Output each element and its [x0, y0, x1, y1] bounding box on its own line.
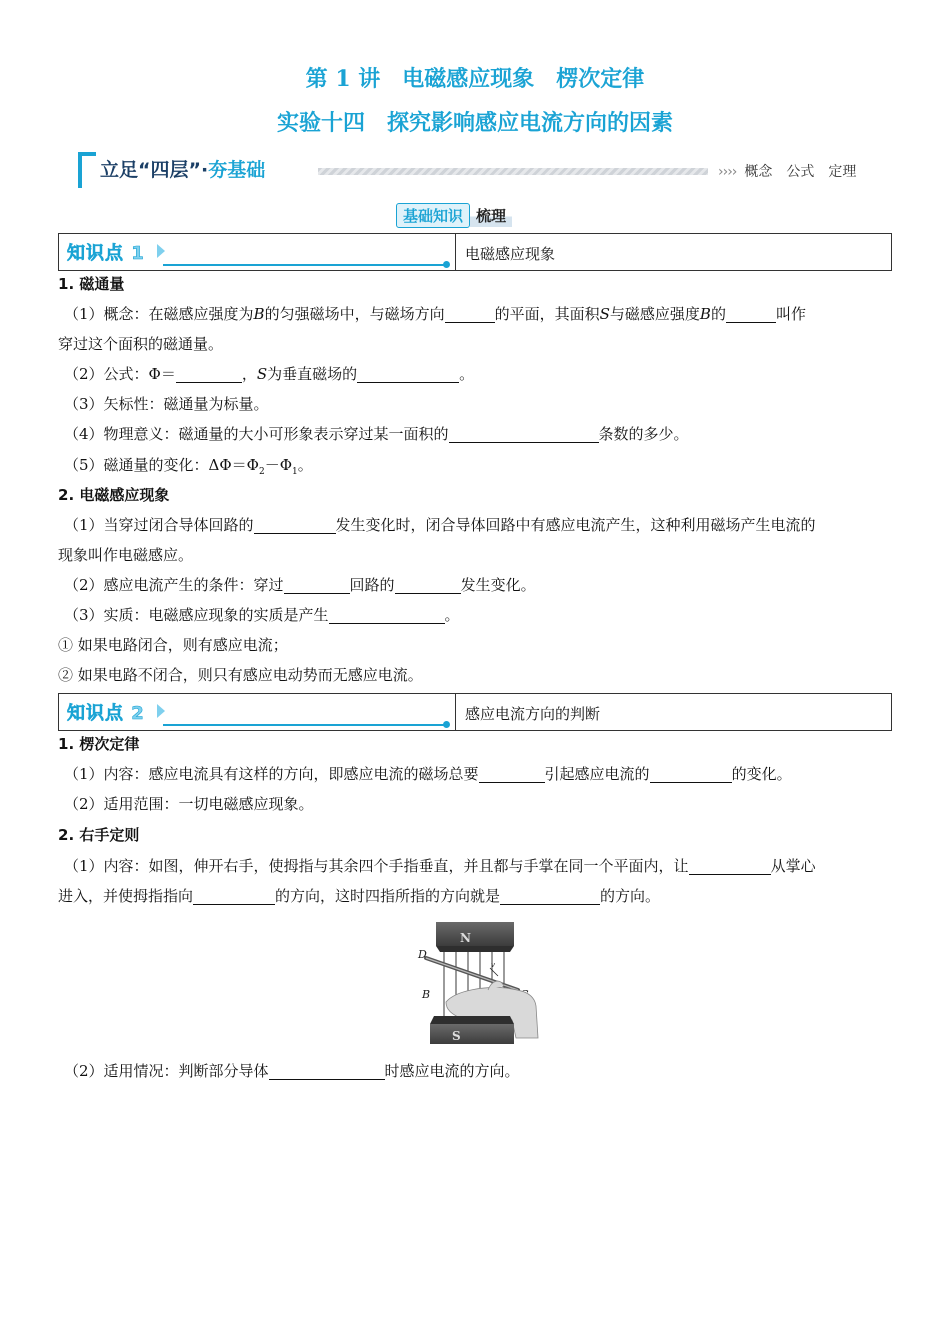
- fill-blank[interactable]: [176, 364, 242, 383]
- knowledge-point-title: 感应电流方向的判断: [465, 705, 601, 723]
- divider: [163, 724, 447, 726]
- fill-blank[interactable]: [357, 364, 459, 383]
- fill-blank[interactable]: [254, 515, 336, 534]
- knowledge-point-label: 知识点 1: [67, 243, 145, 264]
- velocity-label: v: [491, 961, 495, 969]
- divider: [163, 264, 447, 266]
- heading-em-induction: 2. 电磁感应现象: [58, 486, 170, 504]
- fill-blank[interactable]: [395, 575, 461, 594]
- north-label: N: [460, 931, 471, 945]
- play-arrow-icon: [157, 704, 165, 718]
- keyword-formula: 公式: [786, 164, 815, 180]
- banner-title-a: 立足“四层”·: [100, 159, 209, 181]
- paragraph: （2）感应电流产生的条件：穿过 回路的 发生变化。: [64, 576, 536, 594]
- dot-icon: [443, 721, 450, 728]
- knowledge-point-title: 电磁感应现象: [465, 245, 556, 263]
- fill-blank[interactable]: [269, 1061, 385, 1080]
- heading-lenz-law: 1. 楞次定律: [58, 735, 140, 753]
- paragraph: 现象叫作电磁感应。: [58, 546, 194, 564]
- right-hand-rule-figure: [416, 920, 542, 1046]
- point-d-label: D: [418, 948, 427, 961]
- tag-review: 梳理: [470, 204, 512, 227]
- banner-title-b: 夯基础: [208, 159, 266, 181]
- keyword-theorem: 定理: [828, 164, 857, 180]
- north-pole-magnet: [436, 922, 514, 946]
- banner-stripe: [318, 168, 708, 175]
- paragraph: （2）适用范围：一切电磁感应现象。: [64, 795, 314, 813]
- south-pole-magnet: [430, 1024, 514, 1044]
- chevrons-icon: ››››: [718, 164, 737, 180]
- fill-blank[interactable]: [445, 304, 495, 323]
- fill-blank[interactable]: [500, 886, 600, 905]
- fill-blank[interactable]: [284, 575, 350, 594]
- south-label: S: [452, 1029, 461, 1043]
- paragraph: 进入，并使拇指指向 的方向，这时四指所指的方向就是 的方向。: [58, 887, 661, 905]
- paragraph: ② 如果电路不闭合，则只有感应电动势而无感应电流。: [58, 666, 423, 684]
- fill-blank[interactable]: [650, 764, 732, 783]
- experiment-title: 实验十四 探究影响感应电流方向的因素: [276, 110, 673, 136]
- keyword-concept: 概念: [744, 164, 773, 180]
- play-arrow-icon: [157, 244, 165, 258]
- heading-flux: 1. 磁通量: [58, 275, 125, 293]
- point-b-label: B: [422, 988, 431, 1001]
- heading-right-hand-rule: 2. 右手定则: [58, 826, 140, 844]
- fill-blank[interactable]: [449, 424, 599, 443]
- paragraph: （2）适用情况：判断部分导体 时感应电流的方向。: [64, 1062, 520, 1080]
- fill-blank[interactable]: [479, 764, 545, 783]
- paragraph: （4）物理意义：磁通量的大小可形象表示穿过某一面积的 条数的多少。: [64, 425, 689, 443]
- knowledge-point-2-header: [58, 693, 892, 731]
- paragraph: ① 如果电路闭合，则有感应电流；: [58, 636, 288, 654]
- paragraph: （3）矢标性：磁通量为标量。: [64, 395, 269, 413]
- tag-basic-knowledge: 基础知识: [396, 203, 470, 228]
- paragraph: （5）磁通量的变化：$\Delta\Phi=\Phi_2-\Phi_1$。: [64, 456, 313, 477]
- fill-blank[interactable]: [689, 856, 771, 875]
- paragraph: 穿过这个面积的磁通量。: [58, 335, 224, 353]
- section-banner: [78, 152, 878, 192]
- dot-icon: [443, 261, 450, 268]
- knowledge-point-1-header: [58, 233, 892, 271]
- paragraph: （1）概念：在磁感应强度为B的匀强磁场中，与磁场方向 的平面，其面积S与磁感应强度B的 叫作: [64, 305, 806, 323]
- fill-blank[interactable]: [726, 304, 776, 323]
- banner-title: [100, 155, 265, 182]
- fill-blank[interactable]: [193, 886, 275, 905]
- banner-keywords: [718, 161, 856, 181]
- paragraph: （1）内容：感应电流具有这样的方向，即感应电流的磁场总要 引起感应电流的 的变化。: [64, 765, 792, 783]
- knowledge-point-label: 知识点 2: [67, 703, 145, 724]
- paragraph: （3）实质：电磁感应现象的实质是产生 。: [64, 606, 460, 624]
- lesson-title: 第 1 讲 电磁感应现象 楞次定律: [305, 66, 645, 92]
- basic-knowledge-tag: [396, 203, 512, 229]
- paragraph: （2）公式：Φ＝ ，S为垂直磁场的 。: [64, 365, 475, 383]
- fill-blank[interactable]: [329, 605, 445, 624]
- paragraph: （1）内容：如图，伸开右手，使拇指与其余四个手指垂直，并且都与手掌在同一个平面内，让 从掌心: [64, 857, 816, 875]
- paragraph: （1）当穿过闭合导体回路的 发生变化时，闭合导体回路中有感应电流产生，这种利用磁场产生电流的: [64, 516, 816, 534]
